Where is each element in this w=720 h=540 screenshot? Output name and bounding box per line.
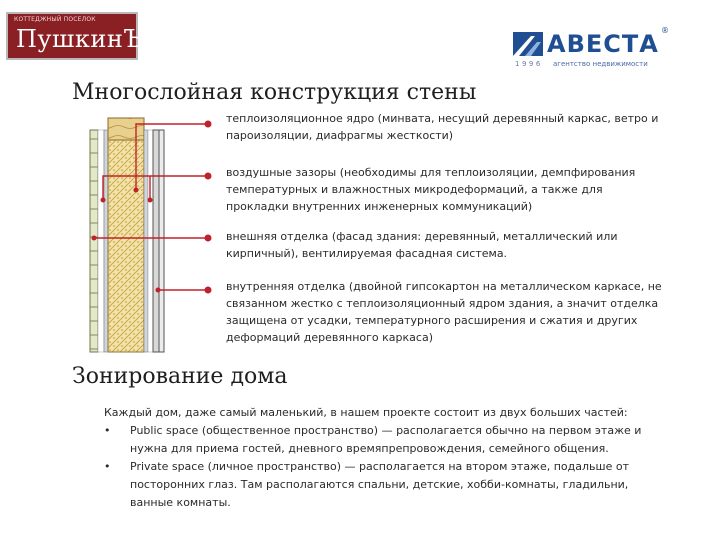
logo-name: ПушкинЪ: [16, 25, 143, 53]
list-item: [104, 458, 664, 512]
logo-tagline: КОТТЕДЖНЫЙ ПОСЕЛОК: [14, 16, 96, 23]
wall-layer-air-gaps: воздушные зазоры (необходимы для теплоизоляции, демпфирования температурных и влажностных микродеформаций, а также для прокладки внутренних инженерных коммуникаций): [226, 166, 636, 213]
zoning-body: [104, 404, 664, 512]
bullet-icon: •: [104, 460, 111, 473]
zoning-section-title: Зонирование дома: [72, 364, 288, 389]
wall-layer-insulation-core: теплоизоляционное ядро (минвата, несущий деревянный каркас, ветро и пароизоляции, диафрагмы жесткости): [226, 112, 659, 142]
logo-registered-mark: ®: [661, 26, 669, 35]
logo-year: 1996: [515, 60, 543, 68]
wall-cross-section-illustration: [88, 112, 168, 356]
avesta-logo: [513, 28, 673, 72]
zoning-public-space: Public space (общественное пространство) — располагается обычно на первом этаже и нужна для приема гостей, дневного времяпрепровождения, семейного общения.: [130, 424, 642, 455]
pushkin-logo: [6, 12, 143, 60]
avesta-emblem-icon: [513, 32, 543, 56]
wall-section-title: Многослойная конструкция стены: [72, 80, 477, 105]
logo-brand: АВЕСТА: [547, 30, 659, 58]
list-item: [104, 422, 664, 458]
zoning-private-space: Private space (личное пространство) — располагается на втором этаже, подальше от посторонних глаз. Там располагаются спальни, детские, хобби-комнаты, гладильни, ванные комнаты.: [130, 460, 629, 509]
wall-layer-internal-finish: внутренняя отделка (двойной гипсокартон на металлическом каркасе, не связанном жестко с теплоизоляционный ядром здания, а значит отделка защищена от усадки, температурного расширения и сжатия и других деформаций деревянного каркаса): [226, 280, 662, 344]
bullet-icon: •: [104, 424, 111, 437]
wall-layer-external-finish: внешняя отделка (фасад здания: деревянный, металлический или кирпичный), вентилируемая фасадная система.: [226, 230, 618, 260]
zoning-intro: Каждый дом, даже самый маленький, в нашем проекте состоит из двух больших частей:: [104, 406, 628, 419]
zoning-list: [104, 422, 664, 512]
logo-tagline-right: агентство недвижимости: [553, 60, 648, 68]
